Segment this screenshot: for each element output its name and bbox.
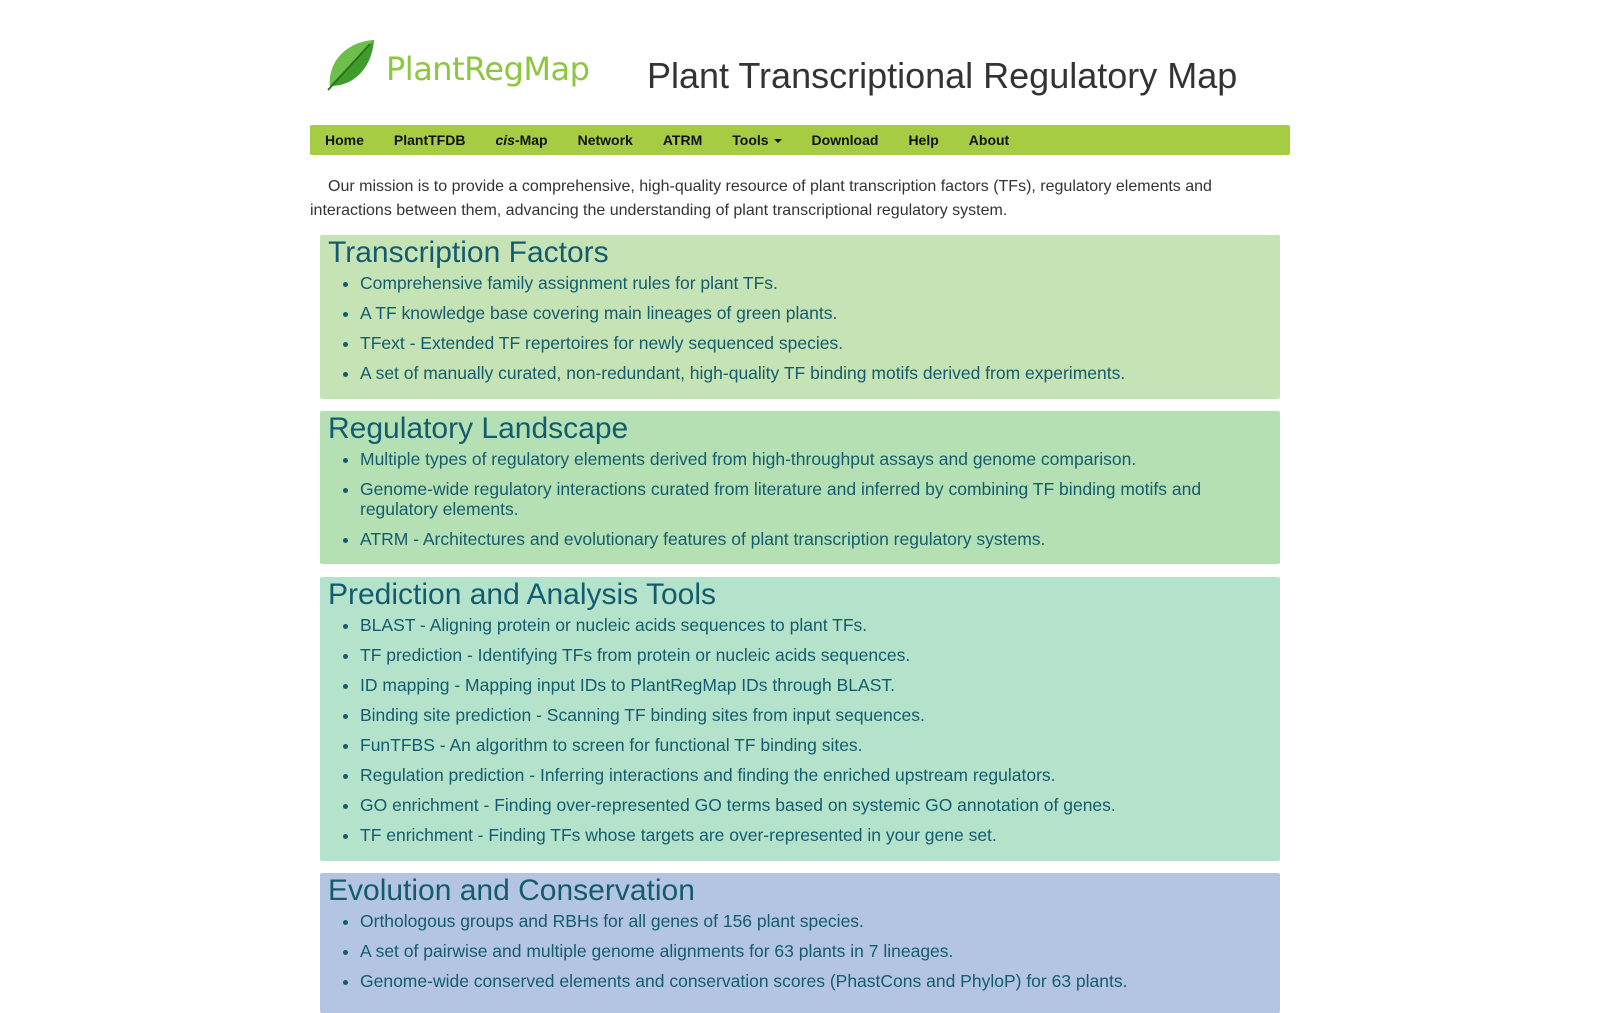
site-logo[interactable] [324,38,590,94]
section-list [320,911,1280,991]
nav-network[interactable]: Network [577,132,633,148]
list-item[interactable]: • Comprehensive family assignment rules for plant TFs. [360,273,1260,293]
list-item[interactable]: • Binding site prediction - Scanning TF binding sites from input sequences. [360,705,1260,725]
nav-cis-map-label: -Map [514,132,548,148]
nav-tools-dropdown[interactable] [732,132,781,148]
list-item[interactable]: • A TF knowledge base covering main lineages of green plants. [360,303,1260,323]
nav-download[interactable]: Download [811,132,879,148]
list-item[interactable]: • TFext - Extended TF repertoires for newly sequenced species. [360,333,1260,353]
list-item[interactable]: • A set of pairwise and multiple genome alignments for 63 plants in 7 lineages. [360,941,1260,961]
list-item[interactable]: • GO enrichment - Finding over-represented GO terms based on systemic GO annotation of genes. [360,795,1260,815]
section-title: Regulatory Landscape [328,412,629,445]
site-title: Plant Transcriptional Regulatory Map [647,55,1238,96]
nav-list [310,125,1290,155]
mission-statement: Our mission is to provide a comprehensive, high-quality resource of plant transcription factors (TFs), regulatory elements and interactions between them, advancing the understanding of plant transcriptional regulatory system. [310,178,1212,219]
list-item[interactable]: • BLAST - Aligning protein or nucleic acids sequences to plant TFs. [360,615,1260,635]
list-item[interactable]: • A set of manually curated, non-redundant, high-quality TF binding motifs derived from experiments. [360,363,1260,383]
list-item[interactable]: • TF enrichment - Finding TFs whose targets are over-represented in your gene set. [360,825,1260,845]
section-list [320,449,1280,549]
page-container [310,0,1290,991]
list-item[interactable]: • Genome-wide regulatory interactions curated from literature and inferred by combining TF binding motifs and regulatory elements. [360,479,1260,519]
list-item[interactable]: • FunTFBS - An algorithm to screen for functional TF binding sites. [360,735,1260,755]
section-transcription-factors [320,235,1280,399]
section-title: Evolution and Conservation [328,874,695,907]
section-evolution-conservation [320,873,1280,1013]
list-item[interactable]: • ATRM - Architectures and evolutionary features of plant transcription regulatory systems. [360,529,1260,549]
logo-text: PlantRegMap [386,50,590,88]
nav-planttfdb[interactable]: PlantTFDB [393,132,466,148]
section-title: Prediction and Analysis Tools [328,578,717,611]
leaf-icon [324,38,378,92]
list-item[interactable]: • Orthologous groups and RBHs for all genes of 156 plant species. [360,911,1260,931]
main-navbar [310,125,1290,155]
section-title: Transcription Factors [328,236,609,269]
caret-down-icon [774,139,782,143]
nav-tools-label: Tools [732,132,769,148]
section-prediction-tools [320,577,1280,861]
nav-home[interactable]: Home [325,132,364,148]
section-list [320,615,1280,845]
section-list [320,273,1280,383]
section-regulatory-landscape [320,411,1280,564]
list-item[interactable]: • Multiple types of regulatory elements derived from high-throughput assays and genome comparison. [360,449,1260,469]
list-item[interactable]: • Regulation prediction - Inferring interactions and finding the enriched upstream regulators. [360,765,1260,785]
list-item[interactable]: • ID mapping - Mapping input IDs to PlantRegMap IDs through BLAST. [360,675,1260,695]
list-item[interactable]: • TF prediction - Identifying TFs from protein or nucleic acids sequences. [360,645,1260,665]
list-item[interactable]: • Genome-wide conserved elements and conservation scores (PhastCons and PhyloP) for 63 plants. [360,971,1260,991]
nav-help[interactable]: Help [908,132,939,148]
header [310,0,1290,125]
nav-about[interactable]: About [968,132,1010,148]
nav-cis-italic: cis [495,132,515,148]
nav-atrm[interactable]: ATRM [662,132,703,148]
nav-cis-map[interactable] [495,132,547,148]
